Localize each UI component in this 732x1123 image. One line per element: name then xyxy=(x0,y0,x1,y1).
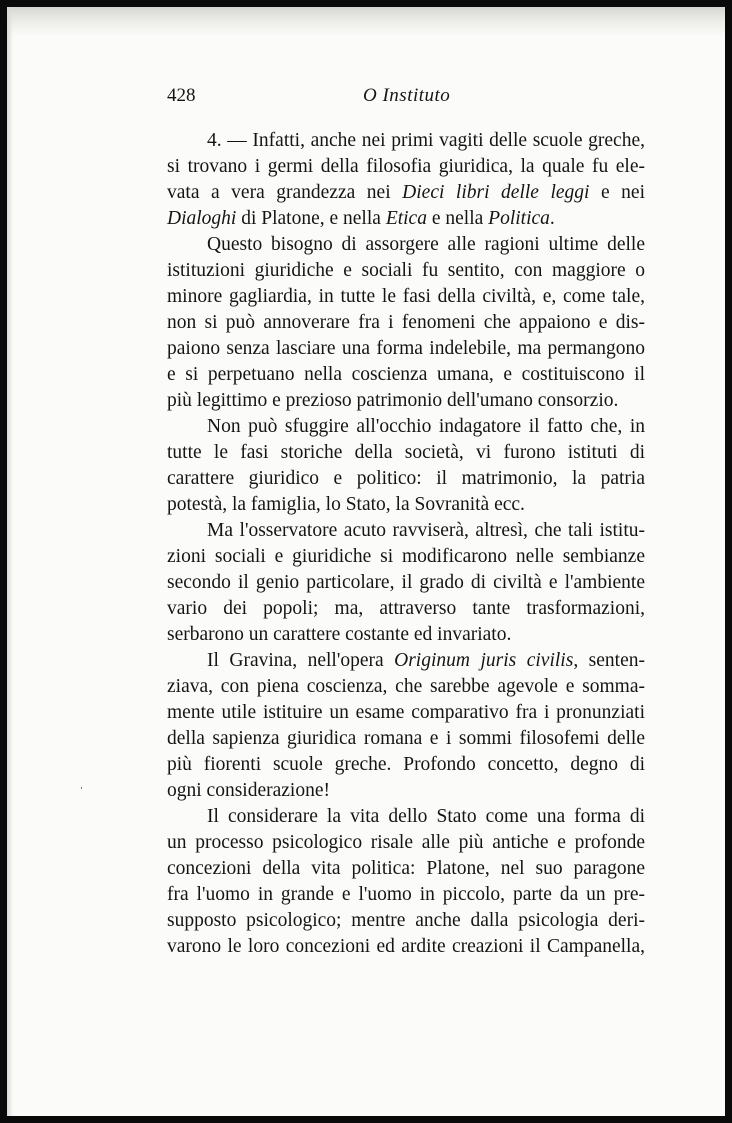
page-number: 428 xyxy=(167,85,196,106)
text-line: Ma l'osservatore acuto ravviserà, altresì, che tali istitu- xyxy=(207,520,645,541)
text-line: zioni sociali e giuridiche si modificarono nelle sembianze xyxy=(167,546,645,567)
paragraph-6 xyxy=(167,804,645,960)
text-line: carattere giuridico e politico: il matrimonio, la patria xyxy=(167,468,645,489)
scan-shadow-left xyxy=(7,7,13,1116)
running-title: O Instituto xyxy=(363,85,451,106)
text-line: mente utile istituire un esame comparativo fra i pronunziati xyxy=(167,702,645,723)
text-line: Questo bisogno di assorgere alle ragioni ultime delle xyxy=(207,234,645,255)
text-line: supposto psicologico; mentre anche dalla psicologia deri- xyxy=(167,910,645,931)
text-line: varono le loro concezioni ed ardite creazioni il Campanella, xyxy=(167,936,645,957)
text-line: fra l'uomo in grande e l'uomo in piccolo, parte da un pre- xyxy=(167,884,645,905)
text-line: più fiorenti scuole greche. Profondo concetto, degno di xyxy=(167,754,645,775)
paragraph-2 xyxy=(167,232,645,414)
text-line: vario dei popoli; ma, attraverso tante trasformazioni, xyxy=(167,598,645,619)
paragraph-3 xyxy=(167,414,645,518)
text-line: tutte le fasi storiche della società, vi furono istituti di xyxy=(167,442,645,463)
text-line: della sapienza giuridica romana e i sommi filosofemi delle xyxy=(167,728,645,749)
text-line: più legittimo e prezioso patrimonio dell'umano consorzio. xyxy=(167,390,619,411)
paragraph-5 xyxy=(167,648,645,804)
text-line: Dialoghi di Platone, e nella Etica e nella Politica. xyxy=(167,208,555,229)
text-line: minore gagliardia, in tutte le fasi della civiltà, e, come tale, xyxy=(167,286,645,307)
text-line: ogni considerazione! xyxy=(167,780,330,801)
text-line: Non può sfuggire all'occhio indagatore il fatto che, in xyxy=(207,416,645,437)
text-line: secondo il genio particolare, il grado di civiltà e l'ambiente xyxy=(167,572,645,593)
paragraph-4 xyxy=(167,518,645,648)
paragraph-1 xyxy=(167,128,645,232)
text-line: si trovano i germi della filosofia giuridica, la quale fu ele- xyxy=(167,156,645,177)
text-line: 4. — Infatti, anche nei primi vagiti delle scuole greche, xyxy=(207,130,645,151)
text-line: e si perpetuano nella coscienza umana, e costituiscono il xyxy=(167,364,645,385)
text-line: un processo psicologico risale alle più antiche e profonde xyxy=(167,832,645,853)
text-line: Il considerare la vita dello Stato come una forma di xyxy=(207,806,645,827)
scan-shadow-top xyxy=(7,7,725,37)
text-line: ziava, con piena coscienza, che sarebbe agevole e somma- xyxy=(167,676,645,697)
text-line: serbarono un carattere costante ed invariato. xyxy=(167,624,512,645)
body-text xyxy=(167,128,645,960)
text-line: Il Gravina, nell'opera Originum juris civilis, senten- xyxy=(207,650,645,671)
text-line: vata a vera grandezza nei Dieci libri delle leggi e nei xyxy=(167,182,645,203)
page-header xyxy=(167,81,645,113)
text-line: non si può annoverare fra i fenomeni che appaiono e dis- xyxy=(167,312,645,333)
text-line: paiono senza lasciare una forma indelebile, ma permangono xyxy=(167,338,645,359)
text-line: istituzioni giuridiche e sociali fu sentito, con maggiore o xyxy=(167,260,645,281)
stray-ink-mark: ˌ xyxy=(79,775,84,790)
text-line: concezioni della vita politica: Platone, nel suo paragone xyxy=(167,858,645,879)
text-line: potestà, la famiglia, lo Stato, la Sovranità ecc. xyxy=(167,494,525,515)
